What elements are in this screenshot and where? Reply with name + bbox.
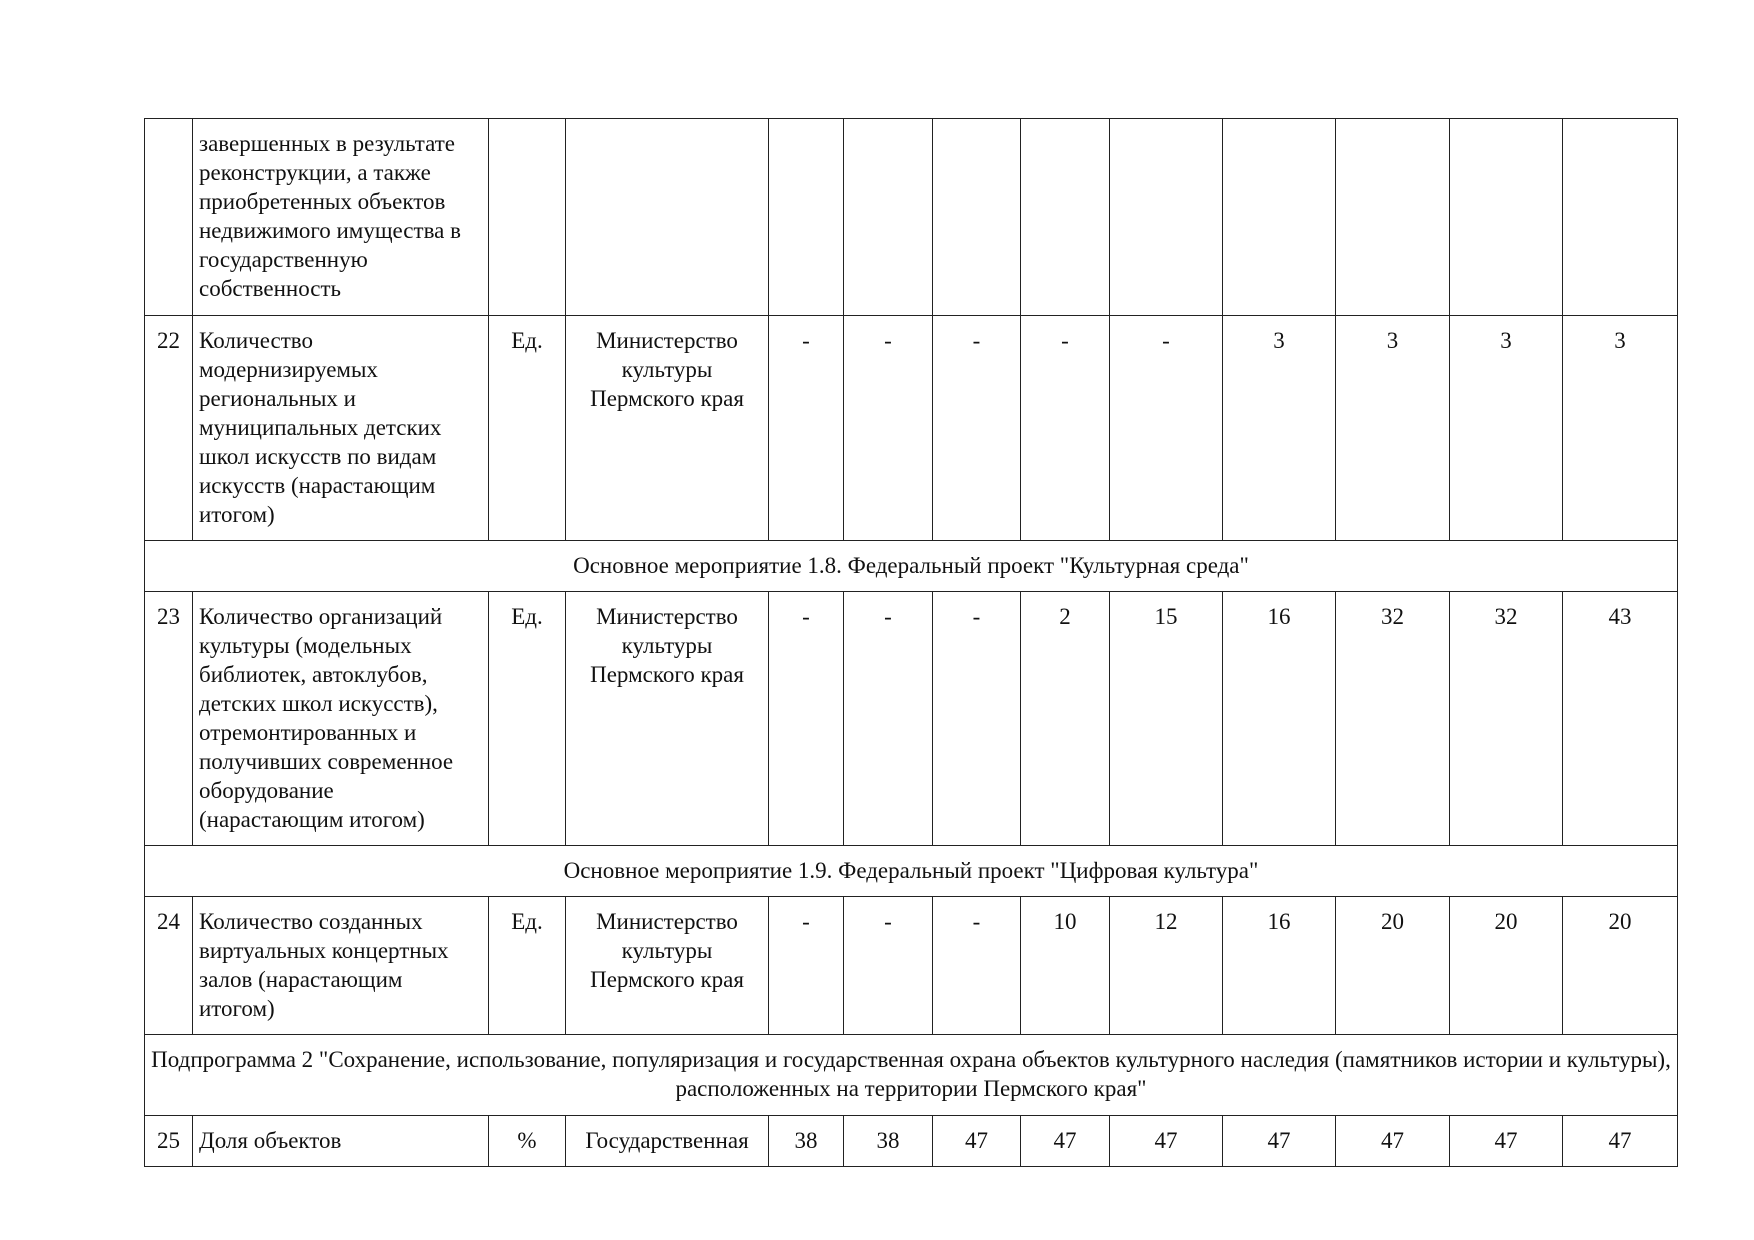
indicator-name: завершенных в результате реконструкции, а также приобретенных объектов недвижимого имущества в государственную собственность <box>193 119 489 316</box>
responsible-cell: Министерство культуры Пермского края <box>566 897 769 1035</box>
value-cell: 38 <box>844 1116 933 1167</box>
value-cell: 16 <box>1223 592 1336 846</box>
responsible-cell: Министерство культуры Пермского края <box>566 592 769 846</box>
value-cell <box>1450 119 1563 316</box>
value-cell: 47 <box>1450 1116 1563 1167</box>
value-cell: - <box>933 897 1021 1035</box>
section-heading: Основное мероприятие 1.9. Федеральный проект "Цифровая культура" <box>145 846 1678 897</box>
unit-cell: Ед. <box>489 897 566 1035</box>
value-cell: 12 <box>1110 897 1223 1035</box>
value-cell: 3 <box>1223 316 1336 541</box>
row-number <box>145 119 193 316</box>
value-cell <box>1563 119 1678 316</box>
value-cell <box>1021 119 1110 316</box>
value-cell: 20 <box>1336 897 1450 1035</box>
table-row <box>145 119 1678 316</box>
responsible-cell: Министерство культуры Пермского края <box>566 316 769 541</box>
value-cell: - <box>1021 316 1110 541</box>
row-number: 25 <box>145 1116 193 1167</box>
indicator-name: Доля объектов <box>193 1116 489 1167</box>
value-cell <box>1223 119 1336 316</box>
value-cell: - <box>1110 316 1223 541</box>
value-cell: 47 <box>1223 1116 1336 1167</box>
value-cell <box>769 119 844 316</box>
value-cell <box>1336 119 1450 316</box>
table-row <box>145 1116 1678 1167</box>
value-cell: 3 <box>1450 316 1563 541</box>
value-cell: 3 <box>1563 316 1678 541</box>
section-heading: Основное мероприятие 1.8. Федеральный проект "Культурная среда" <box>145 541 1678 592</box>
value-cell: 2 <box>1021 592 1110 846</box>
value-cell: - <box>769 897 844 1035</box>
indicator-name: Количество организаций культуры (модельных библиотек, автоклубов, детских школ искусств), отремонтированных и получивших современное оборудование (нарастающим итогом) <box>193 592 489 846</box>
value-cell: 20 <box>1563 897 1678 1035</box>
row-number: 23 <box>145 592 193 846</box>
value-cell <box>1110 119 1223 316</box>
table-row <box>145 316 1678 541</box>
row-number: 22 <box>145 316 193 541</box>
value-cell: - <box>844 316 933 541</box>
value-cell: - <box>769 592 844 846</box>
unit-cell: Ед. <box>489 592 566 846</box>
section-row <box>145 846 1678 897</box>
value-cell: 20 <box>1450 897 1563 1035</box>
value-cell: 47 <box>1021 1116 1110 1167</box>
value-cell: 43 <box>1563 592 1678 846</box>
responsible-cell <box>566 119 769 316</box>
value-cell: - <box>933 316 1021 541</box>
indicator-name: Количество модернизируемых региональных и муниципальных детских школ искусств по видам искусств (нарастающим итогом) <box>193 316 489 541</box>
value-cell: 32 <box>1450 592 1563 846</box>
value-cell: 47 <box>1563 1116 1678 1167</box>
value-cell: 3 <box>1336 316 1450 541</box>
unit-cell: Ед. <box>489 316 566 541</box>
table-row <box>145 897 1678 1035</box>
unit-cell <box>489 119 566 316</box>
subprogram-heading: Подпрограмма 2 "Сохранение, использование, популяризация и государственная охрана объектов культурного наследия (памятников истории и культуры), расположенных на территории Пермского края" <box>145 1035 1678 1116</box>
value-cell <box>933 119 1021 316</box>
value-cell: - <box>844 592 933 846</box>
value-cell: 47 <box>1110 1116 1223 1167</box>
section-row <box>145 541 1678 592</box>
value-cell: 32 <box>1336 592 1450 846</box>
value-cell: 15 <box>1110 592 1223 846</box>
value-cell: 16 <box>1223 897 1336 1035</box>
value-cell: 38 <box>769 1116 844 1167</box>
value-cell: - <box>844 897 933 1035</box>
section-row <box>145 1035 1678 1116</box>
indicators-table <box>144 118 1678 1167</box>
table-row <box>145 592 1678 846</box>
value-cell: 47 <box>1336 1116 1450 1167</box>
value-cell: - <box>769 316 844 541</box>
value-cell: 10 <box>1021 897 1110 1035</box>
unit-cell: % <box>489 1116 566 1167</box>
indicator-name: Количество созданных виртуальных концертных залов (нарастающим итогом) <box>193 897 489 1035</box>
responsible-cell: Государственная <box>566 1116 769 1167</box>
row-number: 24 <box>145 897 193 1035</box>
value-cell <box>844 119 933 316</box>
value-cell: 47 <box>933 1116 1021 1167</box>
value-cell: - <box>933 592 1021 846</box>
